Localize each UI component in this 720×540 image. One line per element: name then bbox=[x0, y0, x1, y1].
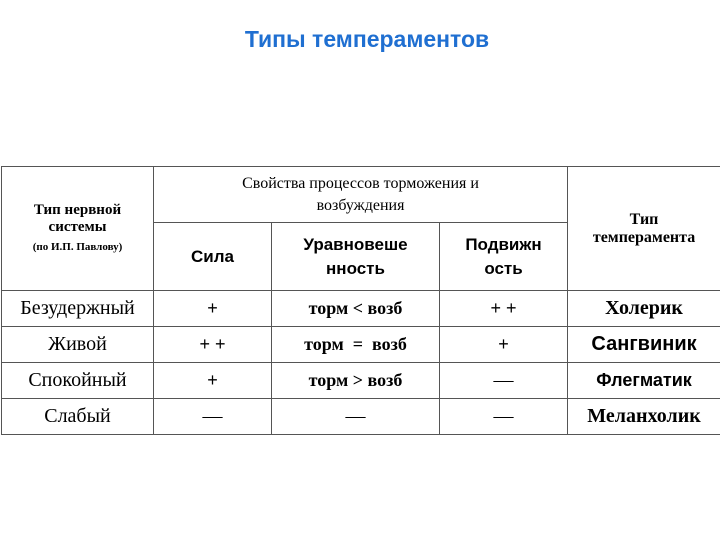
cell-type: Слабый bbox=[2, 399, 154, 435]
cell-balance: торм < возб bbox=[272, 291, 440, 327]
header-balance bbox=[272, 223, 440, 291]
header-balance-label: Уравновеше нность bbox=[303, 234, 408, 278]
cell-mobility: + bbox=[440, 327, 568, 363]
cell-balance: торм = возб bbox=[272, 327, 440, 363]
header-properties-label: Свойства процессов торможения и возбуждения bbox=[242, 175, 479, 214]
header-mobility bbox=[440, 223, 568, 291]
header-type-line2: системы bbox=[48, 218, 107, 235]
cell-type: Безудержный bbox=[2, 291, 154, 327]
cell-temperament: Холерик bbox=[568, 291, 720, 327]
cell-type: Живой bbox=[2, 327, 154, 363]
header-type-note: (по И.П. Павлову) bbox=[32, 240, 123, 253]
cell-type: Спокойный bbox=[2, 363, 154, 399]
header-mobility-label: Подвижн ость bbox=[465, 234, 542, 278]
table-row bbox=[2, 327, 720, 363]
cell-temperament: Флегматик bbox=[568, 363, 720, 399]
cell-mobility: — bbox=[440, 399, 568, 435]
header-temperament-line1: Тип bbox=[629, 210, 659, 228]
cell-temperament: Сангвиник bbox=[568, 327, 720, 363]
cell-strength: + bbox=[154, 363, 272, 399]
table-row bbox=[2, 363, 720, 399]
header-strength: Сила bbox=[154, 223, 272, 291]
table-row bbox=[2, 291, 720, 327]
header-type-line1: Тип нервной bbox=[33, 201, 122, 218]
header-temperament-line2: темперамента bbox=[592, 228, 696, 246]
cell-strength: + bbox=[154, 291, 272, 327]
cell-strength: — bbox=[154, 399, 272, 435]
header-properties bbox=[154, 167, 568, 223]
cell-strength: + + bbox=[154, 327, 272, 363]
cell-temperament: Меланхолик bbox=[568, 399, 720, 435]
cell-balance: торм > возб bbox=[272, 363, 440, 399]
table-row bbox=[2, 399, 720, 435]
temperament-table bbox=[1, 166, 720, 435]
cell-balance: — bbox=[272, 399, 440, 435]
header-row-1 bbox=[2, 167, 720, 223]
cell-mobility: — bbox=[440, 363, 568, 399]
header-temperament-type bbox=[568, 167, 720, 291]
page-title: Типы темпераментов bbox=[244, 26, 490, 52]
header-nervous-system-type bbox=[2, 167, 154, 291]
cell-mobility: + + bbox=[440, 291, 568, 327]
